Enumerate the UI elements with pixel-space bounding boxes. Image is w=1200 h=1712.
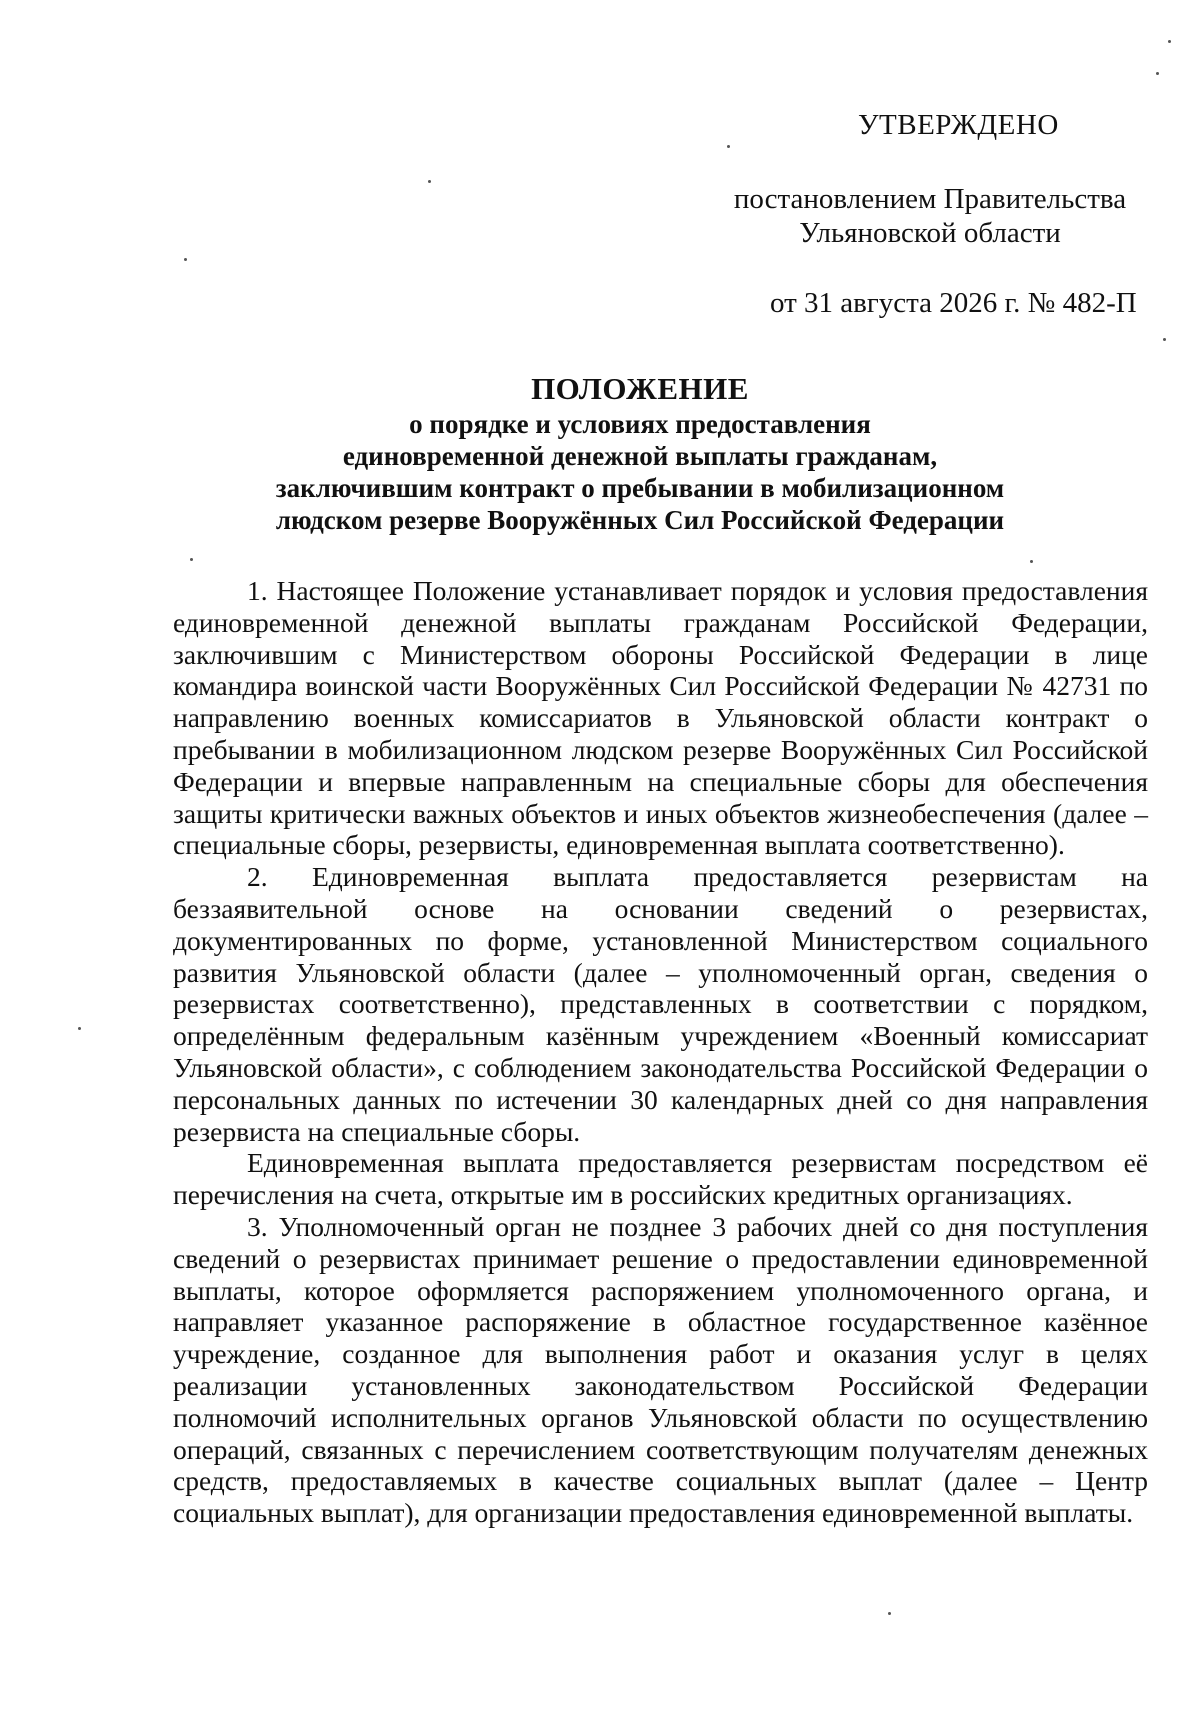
document-subtitle-line: единовременной денежной выплаты гражданам, xyxy=(342,441,938,471)
scan-speck xyxy=(1156,72,1159,75)
scan-speck xyxy=(78,1027,81,1030)
document-subtitle-line: заключившим контракт о пребывании в мобилизационном xyxy=(275,473,1005,503)
paragraph: 3. Уполномоченный орган не позднее 3 рабочих дней со дня поступления сведений о резервистах принимает решение о предоставлении единовременной выплаты, которое оформляется распоряжением уполномоченного органа, и направляет указанное распоряжение в областное государственное казённое учреждение, созданное для выполнения работ и оказания услуг в целях реализации установленных законодательством Российской Федерации полномочий исполнительных органов Ульяновской области по осуществлению операций, связанных с перечислением соответствующим получателям денежных средств, предоставляемых в качестве социальных выплат (далее – Центр социальных выплат), для организации предоставления единовременной выплаты. xyxy=(173,1210,1148,1529)
scan-speck xyxy=(1030,560,1033,563)
scan-speck xyxy=(1163,338,1166,341)
approval-block xyxy=(733,108,1160,320)
paragraph: 1. Настоящее Положение устанавливает порядок и условия предоставления единовременной денежной выплаты гражданам Российской Федерации, заключившим с Министерством обороны Российской Федерации в лице командира воинской части Вооружённых Сил Российской Федерации № 42731 по направлению военных комиссариатов в Ульяновской области контракт о пребывании в мобилизационном людском резерве Вооружённых Сил Российской Федерации и впервые направленным на специальные сборы для обеспечения защиты критически важных объектов и иных объектов жизнеобеспечения (далее – специальные сборы, резервисты, единовременная выплата соответственно). xyxy=(173,575,1148,861)
document-heading xyxy=(180,370,1100,536)
scan-speck xyxy=(1168,40,1171,43)
paragraph: 2. Единовременная выплата предоставляется резервистам на беззаявительной основе на основании сведений о резервистах, документированных по форме, установленной Министерством социального развития Ульяновской области (далее – уполномоченный орган, сведения о резервистах соответственно), представленных в соответствии с порядком, определённым федеральным казённым учреждением «Военный комиссариат Ульяновской области», с соблюдением законодательства Российской Федерации о персональных данных по истечении 30 календарных дней со дня направления резервиста на специальные сборы. xyxy=(173,861,1148,1147)
approval-decree xyxy=(720,182,1140,250)
scan-speck xyxy=(428,180,431,183)
approval-stamp: УТВЕРЖДЕНО xyxy=(858,109,1059,141)
document-subtitle-line: о порядке и условиях предоставления xyxy=(409,409,871,439)
scan-speck xyxy=(184,258,187,261)
scan-speck xyxy=(888,1612,891,1615)
scan-speck xyxy=(727,145,730,148)
scan-speck xyxy=(190,558,193,561)
approval-date: от 31 августа 2026 г. № 482-П xyxy=(770,287,1137,319)
approval-decree-line: Ульяновской области xyxy=(799,217,1061,249)
document-body xyxy=(173,575,1148,1529)
paragraph: Единовременная выплата предоставляется резервистам посредством её перечисления на счета, открытые им в российских кредитных организациях. xyxy=(173,1147,1148,1211)
approval-decree-line: постановлением Правительства xyxy=(733,183,1127,215)
document-title: ПОЛОЖЕНИЕ xyxy=(531,371,749,406)
document-subtitle-line: людском резерве Вооружённых Сил Российской Федерации xyxy=(275,505,1005,535)
